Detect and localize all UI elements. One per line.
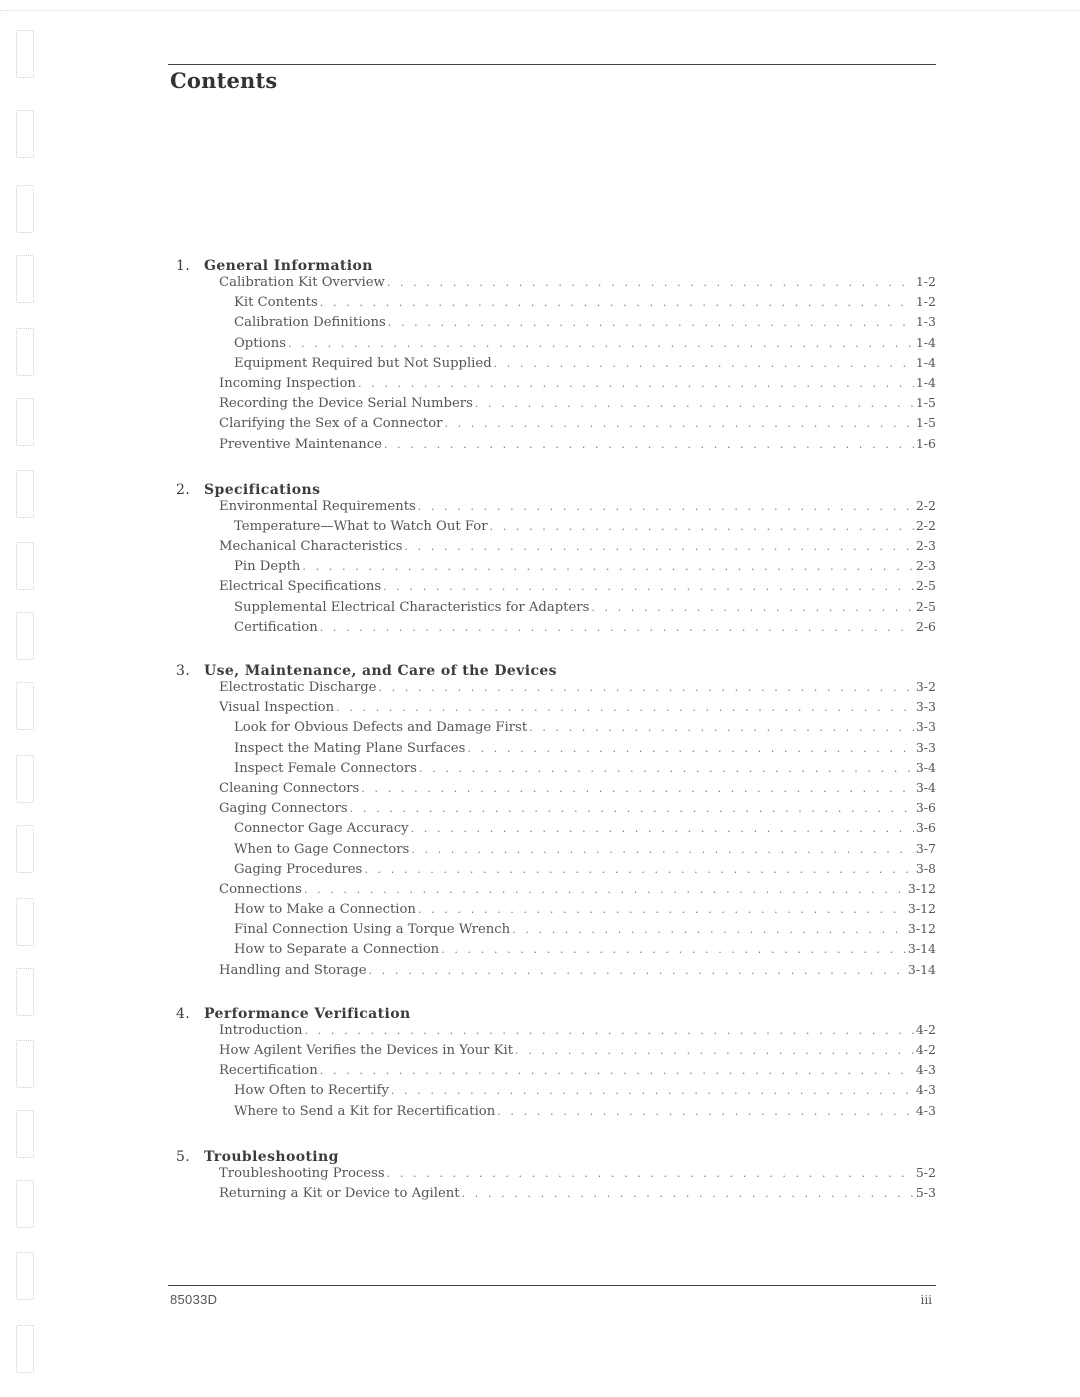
toc-entry-page: 1-3 <box>915 314 936 330</box>
toc-entry[interactable] <box>176 1062 936 1082</box>
toc-entry-page: 3-6 <box>915 820 936 836</box>
toc-entry-page: 1-5 <box>915 395 936 411</box>
dot-leader <box>418 903 906 916</box>
toc-entry[interactable] <box>176 274 936 294</box>
toc-entry-label: Options <box>234 335 286 351</box>
toc-entry-label: Troubleshooting Process <box>219 1165 385 1181</box>
toc-entry[interactable] <box>176 375 936 395</box>
toc-entry-page: 2-2 <box>915 517 936 533</box>
punch-hole <box>16 825 34 873</box>
toc-entry-page: 5-2 <box>915 1164 936 1180</box>
punch-hole <box>16 255 34 303</box>
toc-entry[interactable] <box>176 1185 936 1205</box>
toc-entry-page: 3-3 <box>915 739 936 755</box>
toc-entry[interactable] <box>176 1103 936 1123</box>
dot-leader <box>369 964 906 977</box>
punch-hole <box>16 898 34 946</box>
dot-leader <box>336 701 914 714</box>
dot-leader <box>444 417 913 430</box>
toc-entry-label: Recertification <box>219 1063 318 1079</box>
toc-entry-page: 3-12 <box>907 880 936 896</box>
toc-entry-page: 1-4 <box>915 374 936 390</box>
dot-leader <box>378 681 913 694</box>
scan-edge <box>0 10 1080 11</box>
toc-entry-page: 3-7 <box>915 840 936 856</box>
toc-entry-label: Clarifying the Sex of a Connector <box>219 416 443 432</box>
toc-entry[interactable] <box>176 518 936 538</box>
binder-punch-holes <box>16 30 38 1380</box>
toc-entry[interactable] <box>176 901 936 921</box>
chapter-heading[interactable] <box>176 252 936 274</box>
toc-entry-page: 2-5 <box>915 598 936 614</box>
dot-leader <box>364 863 914 876</box>
toc-entry-page: 2-3 <box>915 558 936 574</box>
toc-entry-page: 1-4 <box>915 334 936 350</box>
dot-leader <box>441 943 906 956</box>
toc-entry[interactable] <box>176 760 936 780</box>
toc-entry-page: 1-2 <box>915 274 936 289</box>
toc-entry-page: 3-12 <box>907 901 936 917</box>
punch-hole <box>16 470 34 518</box>
toc-entry-page: 3-4 <box>915 759 936 775</box>
dot-leader <box>404 540 913 553</box>
toc-entry[interactable] <box>176 538 936 558</box>
toc-entry-page: 2-2 <box>915 497 936 513</box>
dot-leader <box>515 1044 914 1057</box>
toc-entry[interactable] <box>176 294 936 314</box>
toc-entry-label: Pin Depth <box>234 559 301 575</box>
toc-entry-label: Electrical Specifications <box>219 579 382 595</box>
toc-entry[interactable] <box>176 1082 936 1102</box>
punch-hole <box>16 968 34 1016</box>
chapter-number: 4. <box>176 1005 191 1022</box>
toc-entry-page: 4-2 <box>915 1042 936 1057</box>
toc-entry-page: 3-4 <box>915 779 936 795</box>
toc-entry[interactable] <box>176 881 936 901</box>
toc-entry[interactable] <box>176 558 936 578</box>
dot-leader <box>529 721 914 734</box>
chapter-number: 5. <box>176 1148 191 1165</box>
dot-leader <box>288 337 914 350</box>
dot-leader <box>490 520 914 533</box>
toc-entry-label: Where to Send a Kit for Recertification <box>234 1103 496 1119</box>
toc-entry-page: 3-2 <box>915 679 936 694</box>
dot-leader <box>512 923 906 936</box>
toc-entry-page: 2-5 <box>915 578 936 594</box>
dot-leader <box>387 276 914 289</box>
toc-chapter <box>176 657 936 982</box>
toc-entry[interactable] <box>176 780 936 800</box>
toc-entry[interactable] <box>176 941 936 961</box>
chapter-title: Use, Maintenance, and Care of the Devices <box>204 663 557 679</box>
dot-leader <box>411 843 914 856</box>
toc-entry-label: Electrostatic Discharge <box>219 680 377 695</box>
toc-entry-label: Equipment Required but Not Supplied <box>234 355 492 371</box>
toc-entry[interactable] <box>176 314 936 334</box>
punch-hole <box>16 1040 34 1088</box>
dot-leader <box>304 883 906 896</box>
toc-entry-label: Connector Gage Accuracy <box>234 821 409 837</box>
toc-entry-label: Handling and Storage <box>219 962 367 978</box>
footer-rule <box>168 1285 936 1286</box>
toc-entry[interactable] <box>176 1042 936 1062</box>
toc-entry[interactable] <box>176 800 936 820</box>
toc-entry-page: 3-6 <box>915 800 936 816</box>
toc-entry-page: 3-14 <box>907 961 936 977</box>
toc-entry[interactable] <box>176 921 936 941</box>
dot-leader <box>497 1105 914 1118</box>
toc-entry-page: 3-3 <box>915 719 936 735</box>
toc-entry-page: 4-3 <box>915 1102 936 1118</box>
punch-hole <box>16 30 34 78</box>
toc-entry-label: Supplemental Electrical Characteristics for Adapters <box>234 599 590 615</box>
chapter-heading[interactable] <box>176 1143 936 1165</box>
dot-leader <box>358 377 914 390</box>
dot-leader <box>320 296 914 309</box>
table-of-contents <box>176 252 936 1205</box>
dot-leader <box>361 782 914 795</box>
footer-page-number: iii <box>920 1293 932 1307</box>
toc-entry-page: 3-14 <box>907 941 936 957</box>
toc-entry-page: 3-3 <box>915 699 936 715</box>
dot-leader <box>411 822 914 835</box>
chapter-title: Specifications <box>204 481 321 498</box>
toc-entry-label: Gaging Connectors <box>219 801 348 817</box>
dot-leader <box>302 560 913 573</box>
toc-entry-label: When to Gage Connectors <box>234 841 410 857</box>
chapter-title: Troubleshooting <box>204 1148 339 1165</box>
toc-entry-label: Visual Inspection <box>219 700 335 716</box>
toc-entry[interactable] <box>176 861 936 881</box>
dot-leader <box>494 357 914 370</box>
toc-entry[interactable] <box>176 415 936 435</box>
toc-entry[interactable] <box>176 962 936 982</box>
toc-entry-label: Certification <box>234 619 318 635</box>
toc-entry[interactable] <box>176 498 936 518</box>
punch-hole <box>16 1252 34 1300</box>
chapter-number: 3. <box>176 663 191 679</box>
toc-entry-page: 1-5 <box>915 415 936 431</box>
toc-entry-label: Recording the Device Serial Numbers <box>219 396 473 412</box>
dot-leader <box>419 762 914 775</box>
toc-entry[interactable] <box>176 578 936 598</box>
toc-entry-label: Mechanical Characteristics <box>219 539 403 555</box>
toc-chapter <box>176 1143 936 1205</box>
toc-entry-label: Look for Obvious Defects and Damage First <box>234 720 528 736</box>
toc-entry-label: Inspect Female Connectors <box>234 760 417 776</box>
dot-leader <box>467 742 913 755</box>
toc-entry[interactable] <box>176 740 936 760</box>
toc-entry-label: How to Separate a Connection <box>234 942 440 958</box>
toc-entry-label: Inspect the Mating Plane Surfaces <box>234 740 466 756</box>
toc-chapter <box>176 476 936 639</box>
toc-entry-label: How Often to Recertify <box>234 1083 389 1099</box>
toc-entry[interactable] <box>176 355 936 375</box>
dot-leader <box>384 438 914 451</box>
dot-leader <box>475 397 914 410</box>
punch-hole <box>16 110 34 158</box>
footer-model-number: 85033D <box>170 1292 218 1307</box>
toc-entry-label: Introduction <box>219 1022 303 1038</box>
punch-hole <box>16 1180 34 1228</box>
toc-entry[interactable] <box>176 679 936 699</box>
dot-leader <box>591 601 914 614</box>
dot-leader <box>462 1187 914 1200</box>
chapter-number: 2. <box>176 481 191 498</box>
toc-entry[interactable] <box>176 619 936 639</box>
toc-entry[interactable] <box>176 436 936 456</box>
punch-hole <box>16 1110 34 1158</box>
toc-entry-label: How Agilent Verifies the Devices in Your Kit <box>219 1043 514 1058</box>
toc-entry[interactable] <box>176 841 936 861</box>
chapter-heading[interactable] <box>176 657 936 679</box>
dot-leader <box>391 1084 914 1097</box>
dot-leader <box>383 580 914 593</box>
toc-entry-page: 3-8 <box>915 860 936 876</box>
chapter-number: 1. <box>176 258 191 274</box>
dot-leader <box>387 1167 914 1180</box>
toc-entry-label: Temperature—What to Watch Out For <box>234 518 488 534</box>
header-rule <box>168 64 936 65</box>
toc-entry[interactable] <box>176 699 936 719</box>
page-title: Contents <box>170 68 278 93</box>
toc-entry-label: Calibration Kit Overview <box>219 275 385 290</box>
toc-entry-label: How to Make a Connection <box>234 902 416 918</box>
toc-entry-page: 1-6 <box>915 435 936 451</box>
dot-leader <box>418 500 914 513</box>
toc-entry[interactable] <box>176 719 936 739</box>
toc-entry-label: Cleaning Connectors <box>219 780 360 796</box>
punch-hole <box>16 185 34 233</box>
chapter-title: General Information <box>204 258 373 274</box>
toc-entry[interactable] <box>176 395 936 415</box>
toc-entry-label: Returning a Kit or Device to Agilent <box>219 1185 460 1201</box>
toc-entry-label: Gaging Procedures <box>234 861 363 877</box>
toc-entry-label: Environmental Requirements <box>219 498 416 514</box>
dot-leader <box>305 1024 914 1037</box>
punch-hole <box>16 1325 34 1373</box>
toc-entry-page: 5-3 <box>915 1184 936 1200</box>
toc-entry[interactable] <box>176 1165 936 1185</box>
toc-entry-page: 4-2 <box>915 1021 936 1037</box>
toc-chapter <box>176 1000 936 1123</box>
punch-hole <box>16 612 34 660</box>
toc-entry-label: Incoming Inspection <box>219 375 356 391</box>
toc-entry-page: 3-12 <box>907 921 936 937</box>
toc-entry[interactable] <box>176 820 936 840</box>
dot-leader <box>388 316 914 329</box>
toc-entry-label: Calibration Definitions <box>234 315 386 331</box>
punch-hole <box>16 755 34 803</box>
dot-leader <box>320 621 914 634</box>
toc-entry-label: Connections <box>219 881 302 897</box>
dot-leader <box>320 1064 914 1077</box>
punch-hole <box>16 328 34 376</box>
toc-entry-page: 1-4 <box>915 354 936 370</box>
punch-hole <box>16 398 34 446</box>
toc-entry-label: Preventive Maintenance <box>219 436 382 452</box>
toc-entry[interactable] <box>176 1022 936 1042</box>
toc-entry-page: 4-3 <box>915 1082 936 1098</box>
toc-entry[interactable] <box>176 335 936 355</box>
toc-entry[interactable] <box>176 599 936 619</box>
chapter-title: Performance Verification <box>204 1005 411 1022</box>
toc-entry-label: Kit Contents <box>234 295 318 311</box>
toc-chapter <box>176 252 936 456</box>
punch-hole <box>16 542 34 590</box>
toc-entry-page: 2-3 <box>915 538 936 554</box>
dot-leader <box>350 802 914 815</box>
toc-entry-page: 4-3 <box>915 1062 936 1078</box>
toc-entry-page: 1-2 <box>915 294 936 310</box>
chapter-heading[interactable] <box>176 1000 936 1022</box>
chapter-heading[interactable] <box>176 476 936 498</box>
toc-entry-page: 2-6 <box>915 618 936 634</box>
punch-hole <box>16 682 34 730</box>
toc-entry-label: Final Connection Using a Torque Wrench <box>234 922 511 938</box>
